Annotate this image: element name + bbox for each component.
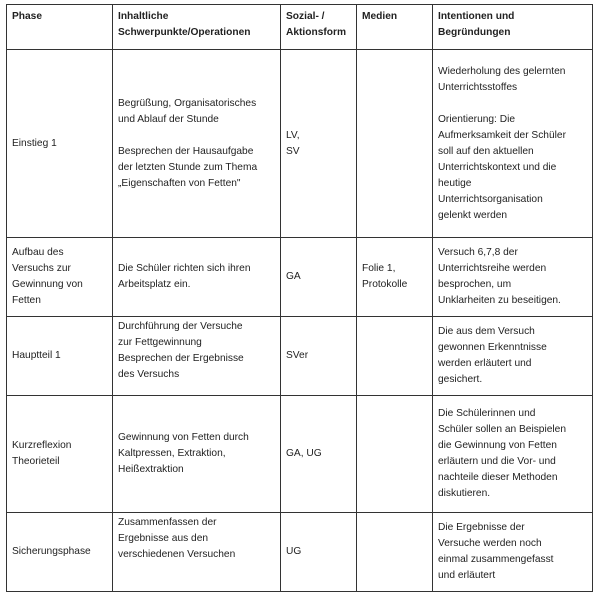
- header-medien: [357, 5, 433, 50]
- cell-text-line: LV,: [286, 129, 300, 141]
- cell-text-line: Aktionsform: [286, 27, 346, 38]
- cell-text-line: SVer: [286, 350, 309, 361]
- cell-text-line: Sozial- /: [286, 11, 325, 22]
- cell-text-line: Die Schülerinnen und: [438, 408, 536, 419]
- intentionen-cell: [433, 317, 593, 396]
- cell-text-line: Ergebnisse aus den: [118, 533, 209, 544]
- cell-text-line: SV: [286, 145, 300, 157]
- cell-text-line: des Versuchs: [118, 369, 180, 380]
- cell-text-line: Kaltpressen, Extraktion,: [118, 448, 226, 459]
- cell-text-line: Begründungen: [438, 27, 511, 38]
- table-row: [7, 50, 593, 238]
- intentionen-cell: [433, 50, 593, 238]
- cell-text-line: Arbeitsplatz ein.: [118, 279, 191, 290]
- medien-cell: [357, 396, 433, 513]
- cell-text-line: Versuchs zur: [12, 263, 71, 274]
- sozialform-cell: [281, 50, 357, 238]
- cell-text-line: Orientierung: Die: [438, 113, 516, 125]
- cell-text-line: gelenkt werden: [438, 209, 508, 221]
- phase-cell: [7, 238, 113, 317]
- cell-text-line: Unklarheiten zu beseitigen.: [438, 295, 561, 306]
- blank-line: [118, 128, 275, 144]
- header-intentionen: [433, 5, 593, 50]
- cell-text-line: „Eigenschaften von Fetten": [118, 177, 241, 189]
- cell-text-line: Versuch 6,7,8 der: [438, 247, 518, 258]
- cell-text-line: Protokolle: [362, 279, 408, 290]
- cell-text-line: Wiederholung des gelernten: [438, 65, 566, 77]
- cell-text-line: nachteile dieser Methoden: [438, 472, 558, 483]
- sozialform-cell: [281, 396, 357, 513]
- cell-text-line: diskutieren.: [438, 488, 491, 499]
- inhalt-cell: [113, 238, 281, 317]
- cell-text-line: Die aus dem Versuch: [438, 326, 535, 337]
- cell-text-line: Gewinnung von: [12, 279, 83, 290]
- cell-text-line: und Ablauf der Stunde: [118, 113, 219, 125]
- table-row: [7, 317, 593, 396]
- cell-text-line: Besprechen der Hausaufgabe: [118, 145, 254, 157]
- cell-text-line: erläutern und die Vor- und: [438, 456, 556, 467]
- cell-text-line: Begrüßung, Organisatorisches: [118, 97, 257, 109]
- cell-text-line: besprochen, um: [438, 279, 512, 290]
- cell-text-line: Inhaltliche: [118, 11, 169, 22]
- inhalt-cell: [113, 396, 281, 513]
- sozialform-cell: [281, 238, 357, 317]
- medien-cell: [357, 238, 433, 317]
- cell-text-line: Theorieteil: [12, 456, 60, 467]
- cell-text-line: Medien: [362, 11, 398, 22]
- header-row: [7, 5, 593, 50]
- table-row: [7, 238, 593, 317]
- header-sozialform: [281, 5, 357, 50]
- cell-text-line: gesichert.: [438, 374, 483, 385]
- phase-cell: [7, 396, 113, 513]
- cell-text-line: Schwerpunkte/Operationen: [118, 27, 251, 38]
- cell-text-line: GA, UG: [286, 448, 322, 459]
- header-inhalt: [113, 5, 281, 50]
- cell-text-line: Unterrichtsorganisation: [438, 193, 543, 205]
- cell-text-line: Folie 1,: [362, 263, 396, 274]
- cell-text-line: einmal zusammengefasst: [438, 554, 554, 565]
- cell-text-line: Kurzreflexion: [12, 440, 72, 451]
- inhalt-cell: [113, 50, 281, 238]
- cell-text-line: gewonnen Erkenntnisse: [438, 342, 547, 353]
- cell-text-line: Fetten: [12, 295, 41, 306]
- cell-text-line: werden erläutert und: [438, 358, 532, 369]
- cell-text-line: Versuche werden noch: [438, 538, 542, 549]
- intentionen-cell: [433, 396, 593, 513]
- cell-text-line: GA: [286, 271, 301, 282]
- cell-text-line: Einstieg 1: [12, 137, 57, 149]
- cell-text-line: Schüler sollen an Beispielen: [438, 424, 566, 435]
- cell-text-line: Besprechen der Ergebnisse: [118, 353, 244, 364]
- inhalt-cell: [113, 317, 281, 396]
- intentionen-cell: [433, 238, 593, 317]
- sozialform-cell: [281, 513, 357, 592]
- lesson-plan-page: [6, 4, 594, 586]
- medien-cell: [357, 50, 433, 238]
- cell-text-line: Phase: [12, 11, 43, 22]
- table-row: [7, 513, 593, 592]
- cell-text-line: der letzten Stunde zum Thema: [118, 161, 258, 173]
- header-phase: [7, 5, 113, 50]
- cell-text-line: Intentionen und: [438, 11, 515, 22]
- cell-text-line: die Gewinnung von Fetten: [438, 440, 557, 451]
- lesson-plan-table: [6, 4, 593, 592]
- phase-cell: [7, 513, 113, 592]
- cell-text-line: Gewinnung von Fetten durch: [118, 432, 249, 443]
- phase-cell: [7, 317, 113, 396]
- cell-text-line: Hauptteil 1: [12, 350, 61, 361]
- table-row: [7, 396, 593, 513]
- intentionen-cell: [433, 513, 593, 592]
- medien-cell: [357, 513, 433, 592]
- cell-text-line: Aufbau des: [12, 247, 64, 258]
- cell-text-line: Unterrichtsstoffes: [438, 81, 518, 93]
- blank-line: [438, 96, 587, 112]
- cell-text-line: heutige: [438, 177, 472, 189]
- cell-text-line: Zusammenfassen der: [118, 517, 217, 528]
- cell-text-line: zur Fettgewinnung: [118, 337, 202, 348]
- cell-text-line: soll auf den aktuellen: [438, 145, 534, 157]
- cell-text-line: Die Ergebnisse der: [438, 522, 525, 533]
- cell-text-line: Unterrichtsreihe werden: [438, 263, 547, 274]
- cell-text-line: verschiedenen Versuchen: [118, 549, 236, 560]
- cell-text-line: und erläutert: [438, 570, 496, 581]
- cell-text-line: Die Schüler richten sich ihren: [118, 263, 251, 274]
- cell-text-line: Unterrichtskontext und die: [438, 161, 557, 173]
- phase-cell: [7, 50, 113, 238]
- inhalt-cell: [113, 513, 281, 592]
- cell-text-line: UG: [286, 546, 302, 557]
- cell-text-line: Sicherungsphase: [12, 546, 91, 557]
- cell-text-line: Aufmerksamkeit der Schüler: [438, 129, 566, 141]
- cell-text-line: Durchführung der Versuche: [118, 321, 243, 332]
- medien-cell: [357, 317, 433, 396]
- cell-text-line: Heißextraktion: [118, 464, 184, 475]
- sozialform-cell: [281, 317, 357, 396]
